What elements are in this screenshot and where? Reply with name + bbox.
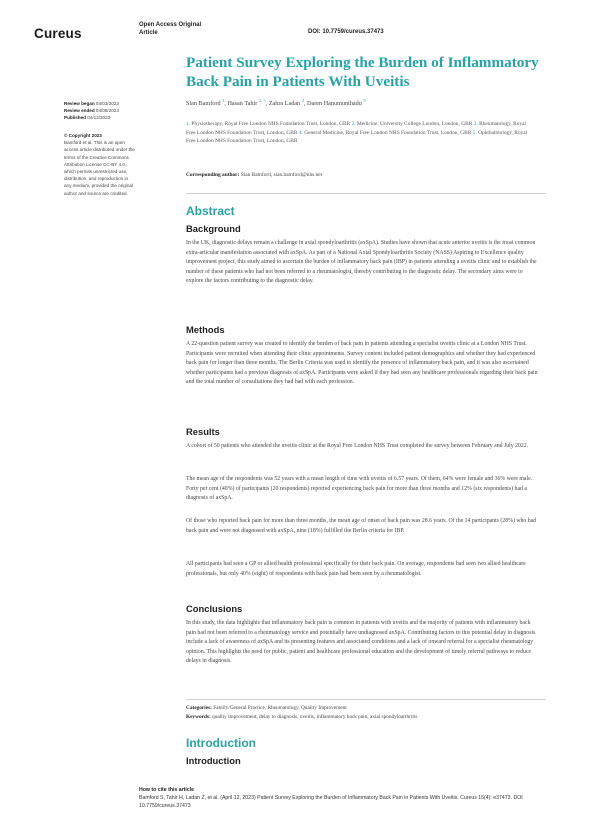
results-paragraph: Of those who reported back pain for more than three months, the mean age of onset of back pain was 28.6 years. Of the 14 participants (28%) who had back pain and were not diagnosed with axSpA, nine (18%) fulfilled the Berlin criteria for IBP. <box>186 518 537 534</box>
author-affil-ref[interactable]: 4 <box>301 98 304 103</box>
journal-logo: Cureus <box>34 26 82 41</box>
affiliation-number: 1. <box>186 121 191 127</box>
introduction-heading: Introduction <box>186 736 256 750</box>
categories-text: Family/General Practice, Rheumatology, Quality Improvement <box>213 705 347 711</box>
author-name: Zahra Ladan <box>268 100 301 108</box>
review-ended-label: Review ended <box>64 108 95 114</box>
article-type-line2: Article <box>139 29 158 36</box>
copyright-year: 2023 <box>91 133 102 138</box>
author-name: Sian Bamford <box>186 100 221 108</box>
introduction-subheading: Introduction <box>186 755 241 766</box>
citation-text: Bamford S, Tahir H, Ladan Z, et al. (April 12, 2023) Patient Survey Exploring the Burden of Inflammatory Back Pain in Patients With Uveitis. Cureus 15(4): e37473. DOI 10.7759/cureus.37473 <box>139 795 523 809</box>
categories <box>186 704 546 713</box>
corresponding-author <box>186 172 546 178</box>
categories-label: Categories: <box>186 705 212 711</box>
copyright-label: © Copyright <box>64 133 91 138</box>
affiliation-number: 4. <box>298 129 303 136</box>
affiliation-text: Physiotherapy, Royal Free London NHS Foundation Trust, London, GBR <box>191 121 351 127</box>
article-title: Patient Survey Exploring the Burden of Inflammatory Back Pain in Patients With Uveitis <box>186 54 539 90</box>
affiliation-text: General Medicine, Royal Free London NHS Foundation Trust, London, GBR <box>304 129 472 136</box>
published-date: 04/12/2023 <box>87 115 111 121</box>
author-affil-ref[interactable]: 5 <box>363 98 366 103</box>
article-type-line1: Open Access Original <box>139 22 202 28</box>
affiliation-text: Ophthalmology, Royal Free London NHS Foundation Trust, London, GBR <box>186 129 528 145</box>
license-text: Bamford et al. This is an open access article distributed under the terms of the Creative Commons Attribution License CC-BY 4.0., which permits unrestricted use, distribution, and reproduction in any medium, provided the original author and source are credited. <box>64 140 135 196</box>
author-affil-ref[interactable]: 1 <box>222 98 225 103</box>
author-name: Daren Hanumunthadu <box>307 100 362 108</box>
methods-heading: Methods <box>186 324 225 335</box>
review-dates <box>64 100 136 122</box>
author-affil-ref[interactable]: 2, 3 <box>258 98 266 103</box>
affiliation-text: Rheumatology, Royal Free London NHS Foundation Trust, London, GBR <box>186 121 527 136</box>
background-heading: Background <box>186 223 241 234</box>
keywords <box>186 713 546 722</box>
background-text: In the UK, diagnostic delays remain a challenge in axial spondyloarthritis (axSpA). Studies have shown that acute anterior uveitis is the most common extra-articular manifestation associated with axSpA. As part of a National Axial Spondyloarthritis Society (NASS) Aspiring to Excellence quality improvement project, this study aimed to ascertain the burden of inflammatory back pain (IBP) in patients attending a uveitis clinic and to establish the number of these patients who had not been referred to a rheumatologist, thereby contributing to the diagnostic delay. The secondary aims were to explore the factors contributing to the diagnostic delay. <box>186 240 537 284</box>
results-paragraph: The mean age of the respondents was 52 years with a mean length of time with uveitis of 6.57 years. Of them, 64% were female and 36% were male. Forty per cent (40%) of participants (20 respondents) reported experiencing back pain for more than three months and 12% (six respondents) had a diagnosis of axSpA. <box>186 476 533 501</box>
keywords-label: Keywords: <box>186 714 211 720</box>
doi[interactable]: DOI: 10.7759/cureus.37473 <box>308 29 384 35</box>
review-ended: 04/08/2023 <box>95 108 119 114</box>
citation-heading: How to cite this article <box>139 787 195 793</box>
citation-footer <box>139 786 559 810</box>
copyright-block <box>64 132 136 197</box>
article-type <box>139 22 201 37</box>
methods-text: A 22-question patient survey was created to identify the burden of back pain in patients attending a specialist uveitis clinic at a London NHS Trust. Participants were recruited when attending their clinic appointments. Survey content included patient demographics and whether they had experienced back pain for longer than three months. The Berlin Criteria was used to identify the presence of inflammatory back pain, and it was also ascertained whether participants had a previous diagnosis of axSpA. Participants were asked if they had seen any healthcare professionals regarding their back pain and the total number of consultations they had had with each profession. <box>186 341 538 385</box>
review-began: 04/03/2023 <box>95 101 119 106</box>
published-label: Published <box>64 115 86 121</box>
divider <box>186 193 546 194</box>
affiliation-text: Medicine, University College London, London, GBR <box>357 121 473 127</box>
author-list: Sian Bamford $^1$, Hasan Tahir $^{2, 3}$, Zahra Ladan $^4$, Daren Hanumunthadu $^5$ <box>186 98 366 108</box>
affiliation-number: 3. <box>473 121 478 127</box>
conclusions-heading: Conclusions <box>186 603 243 614</box>
affiliations <box>186 120 534 146</box>
corresponding-email[interactable]: Sian Bamford, sian.bamford@nhs.net <box>240 172 323 178</box>
affiliation-number: 2. <box>351 121 356 127</box>
affiliation-number: 5. <box>472 129 477 136</box>
conclusions-text: In this study, the data highlights that inflammatory back pain is common in patients with uveitis and the majority of patients with inflammatory back pain had not been referred to a rheumatology service and potentially have undiagnosed axSpA. Contributing factors to this potential delay in diagnosis include a lack of awareness of axSpA and its presenting features and associated conditions and a lack of onward referral for a specialist rheumatology opinion. This highlights the need for public, patient and healthcare professional education and the development of timely referral pathways to reduce delays in diagnosis. <box>186 620 536 664</box>
keywords-text: quality improvement, delay to diagnosis, uveitis, inflammatory back pain, axial spondyloarthritis <box>212 714 418 720</box>
results-paragraph: A cohort of 50 patients who attended the uveitis clinic at the Royal Free London NHS Trust completed the survey between February and July 2022. <box>186 443 529 449</box>
corresponding-label: Corresponding author: <box>186 172 240 178</box>
review-began-label: Review began <box>64 101 95 106</box>
author-name: Hasan Tahir <box>227 100 258 108</box>
results-paragraph: All participants had seen a GP or allied health professional specifically for their back pain. On average, respondents had seen two allied healthcare professionals, but only 40% (eight) of respondents with back pain had been seen by a rheumatologist. <box>186 561 526 577</box>
abstract-heading: Abstract <box>186 204 235 218</box>
divider <box>186 699 546 700</box>
results-heading: Results <box>186 426 220 437</box>
